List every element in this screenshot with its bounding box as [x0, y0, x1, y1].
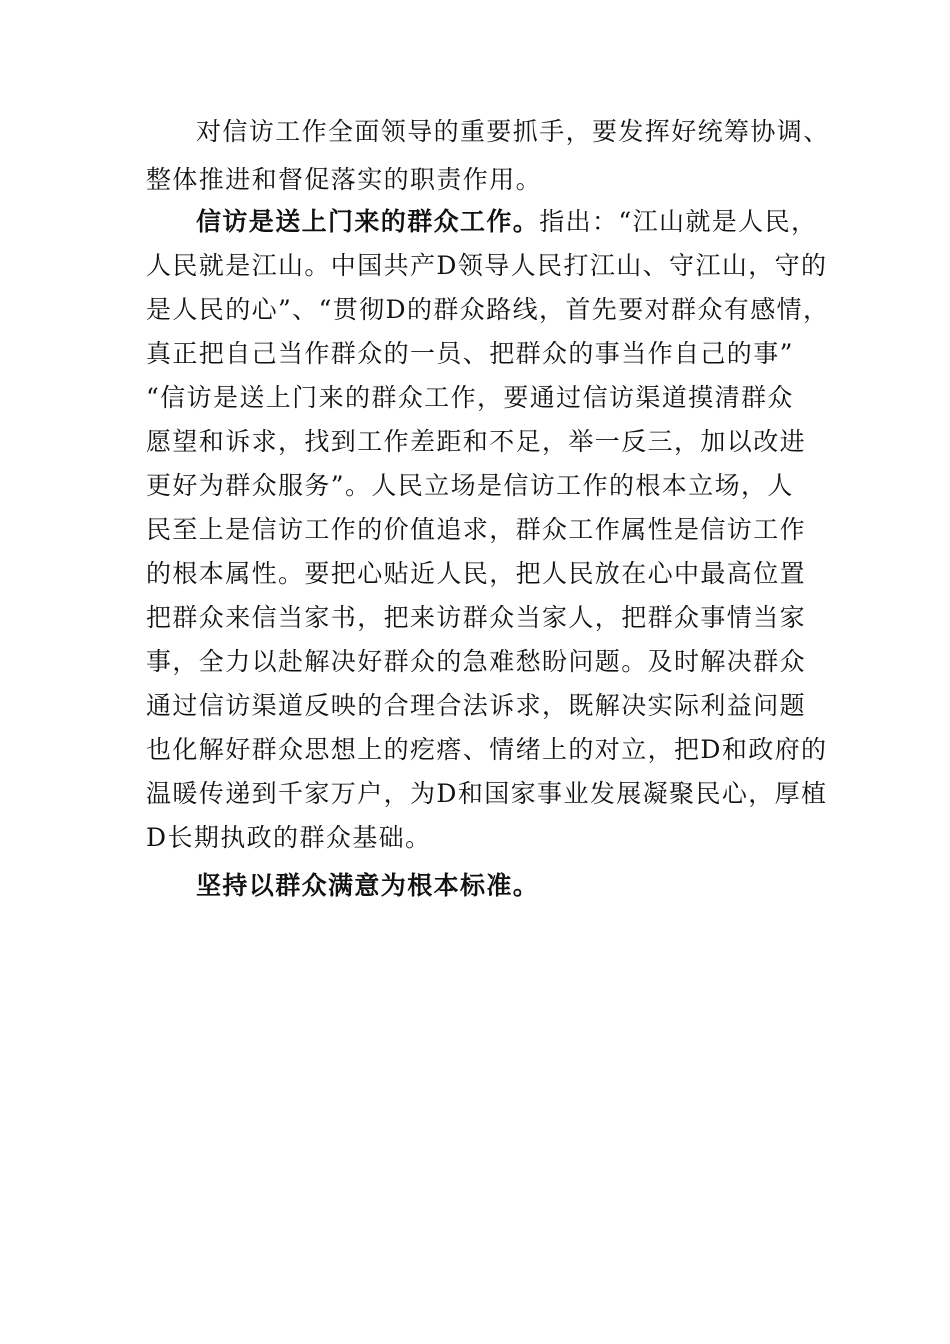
paragraph-2-line: 事，全力以赴解决好群众的急难愁盼问题。及时解决群众 [146, 647, 807, 676]
paragraph-2-heading: 信访是送上门来的群众工作。 [196, 207, 540, 236]
paragraph-2-line: 也化解好群众思想上的疙瘩、情绪上的对立，把D和政府的 [146, 735, 828, 764]
paragraph-2-line-1-rest: 指出：“江山就是人民， [539, 207, 818, 236]
paragraph-2-line: 通过信访渠道反映的合理合法诉求，既解决实际利益问题 [146, 691, 807, 720]
paragraph-2-line: 的根本属性。要把心贴近人民，把人民放在心中最高位置 [146, 559, 807, 588]
paragraph-2-line: 民至上是信访工作的价值追求，群众工作属性是信访工作 [146, 515, 807, 544]
paragraph-1-line-1: 对信访工作全面领导的重要抓手，要发挥好统筹协调、 [196, 117, 830, 146]
paragraph-2-line: 温暖传递到千家万户，为D和国家事业发展凝聚民心，厚植 [146, 779, 828, 808]
paragraph-2-line: D长期执政的群众基础。 [146, 823, 432, 852]
paragraph-2-line-1 [196, 205, 817, 239]
paragraph-2-line: 人民就是江山。中国共产D领导人民打江山、守江山，守的 [146, 251, 828, 280]
paragraph-3-heading: 坚持以群众满意为根本标准。 [196, 871, 540, 900]
paragraph-2-line: 是人民的心”、“贯彻D的群众路线，首先要对群众有感情， [146, 295, 830, 324]
paragraph-1-line-2: 整体推进和督促落实的职责作用。 [146, 165, 543, 194]
paragraph-2-line: 把群众来信当家书，把来访群众当家人，把群众事情当家 [146, 603, 807, 632]
paragraph-2-line: “信访是送上门来的群众工作，要通过信访渠道摸清群众 [146, 383, 794, 412]
paragraph-2-line: 愿望和诉求，找到工作差距和不足，举一反三，加以改进 [146, 427, 807, 456]
paragraph-2-line: 更好为群众服务”。人民立场是信访工作的根本立场，人 [146, 471, 794, 500]
paragraph-2-line: 真正把自己当作群众的一员、把群众的事当作自己的事” [146, 339, 794, 368]
